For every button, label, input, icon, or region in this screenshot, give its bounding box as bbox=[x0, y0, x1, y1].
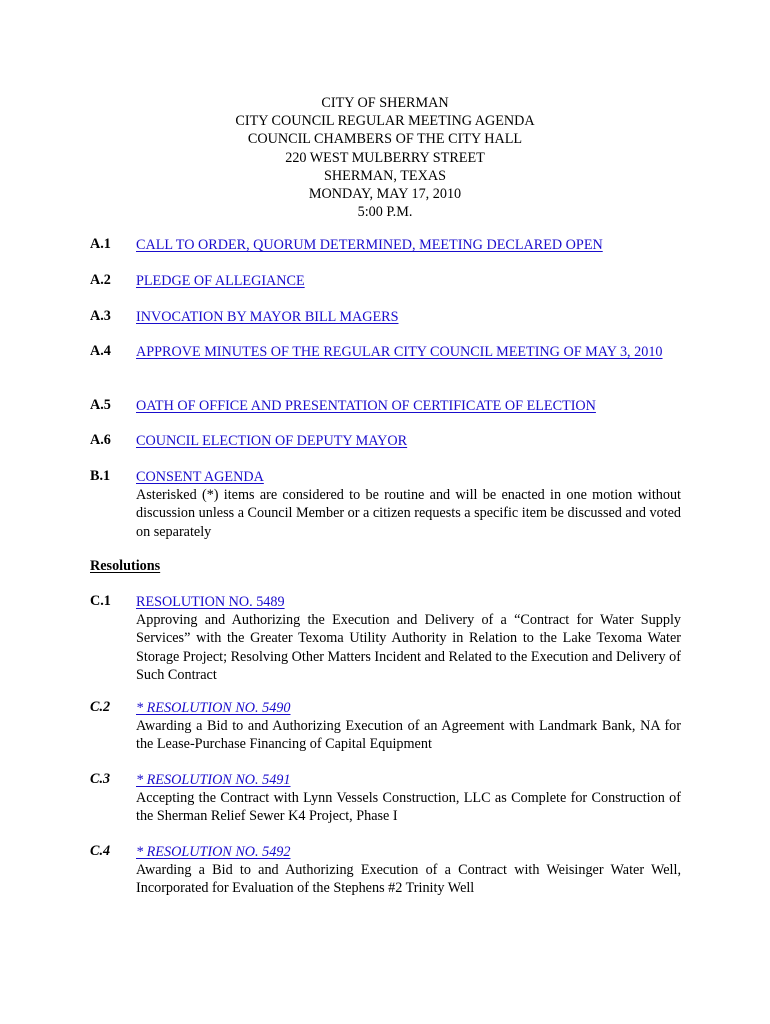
item-number: A.4 bbox=[90, 343, 111, 359]
item-number: B.1 bbox=[90, 468, 111, 484]
item-title-link[interactable]: * RESOLUTION NO. 5490 bbox=[136, 700, 291, 716]
header-venue: COUNCIL CHAMBERS OF THE CITY HALL bbox=[247, 131, 523, 148]
item-title-link[interactable]: CALL TO ORDER, QUORUM DETERMINED, MEETING DECLARED OPEN bbox=[136, 237, 603, 253]
section-heading-resolutions: Resolutions bbox=[90, 558, 161, 574]
item-description: Asterisked (*) items are considered to be routine and will be enacted in one motion without discussion unless a Council Member or a citizen requests a specific item be discussed and voted on separately bbox=[136, 487, 681, 540]
item-description: Awarding a Bid to and Authorizing Execution of an Agreement with Landmark Bank, NA for the Lease-Purchase Financing of Capital Equipment bbox=[136, 718, 681, 753]
header-city-state: SHERMAN, TEXAS bbox=[324, 167, 446, 184]
item-number: C.3 bbox=[90, 771, 111, 787]
item-description: Approving and Authorizing the Execution and Delivery of a “Contract for Water Supply Services” with the Greater Texoma Utility Authority in Relation to the Lake Texoma Water Storage Project; Resolving Other Matters Incident and Related to the Execution and Delivery of Such Contract bbox=[136, 612, 681, 683]
header-time: 5:00 P.M. bbox=[357, 204, 413, 221]
header-date: MONDAY, MAY 17, 2010 bbox=[308, 186, 462, 203]
item-title-link[interactable]: APPROVE MINUTES OF THE REGULAR CITY COUNCIL MEETING OF MAY 3, 2010 bbox=[136, 344, 663, 360]
item-number: C.1 bbox=[90, 593, 111, 609]
item-number: C.2 bbox=[90, 699, 111, 715]
item-title-link[interactable]: COUNCIL ELECTION OF DEPUTY MAYOR bbox=[136, 433, 408, 449]
item-description: Accepting the Contract with Lynn Vessels Construction, LLC as Complete for Construction of the Sherman Relief Sewer K4 Project, Phase I bbox=[136, 790, 681, 825]
item-title-link[interactable]: PLEDGE OF ALLEGIANCE bbox=[136, 273, 305, 289]
item-title-link[interactable]: RESOLUTION NO. 5489 bbox=[136, 594, 285, 610]
header-street-address: 220 WEST MULBERRY STREET bbox=[285, 149, 485, 166]
header-city-name: CITY OF SHERMAN bbox=[321, 95, 449, 111]
item-title-link[interactable]: INVOCATION BY MAYOR BILL MAGERS bbox=[136, 309, 399, 325]
item-description: Awarding a Bid to and Authorizing Execution of a Contract with Weisinger Water Well, Incorporated for Evaluation of the Stephens #2 Trinity Well bbox=[136, 862, 681, 897]
item-number: C.4 bbox=[90, 843, 111, 859]
item-number: A.3 bbox=[90, 308, 111, 324]
header-meeting-type: CITY COUNCIL REGULAR MEETING AGENDA bbox=[235, 113, 535, 130]
item-title-link[interactable]: CONSENT AGENDA bbox=[136, 469, 264, 485]
item-title-link[interactable]: * RESOLUTION NO. 5491 bbox=[136, 772, 291, 788]
agenda-header bbox=[0, 94, 770, 221]
item-title-link[interactable]: OATH OF OFFICE AND PRESENTATION OF CERTIFICATE OF ELECTION bbox=[136, 398, 596, 414]
item-title-link[interactable]: * RESOLUTION NO. 5492 bbox=[136, 844, 291, 860]
item-number: A.1 bbox=[90, 236, 111, 252]
item-number: A.6 bbox=[90, 432, 111, 448]
item-number: A.5 bbox=[90, 397, 111, 413]
item-number: A.2 bbox=[90, 272, 111, 288]
